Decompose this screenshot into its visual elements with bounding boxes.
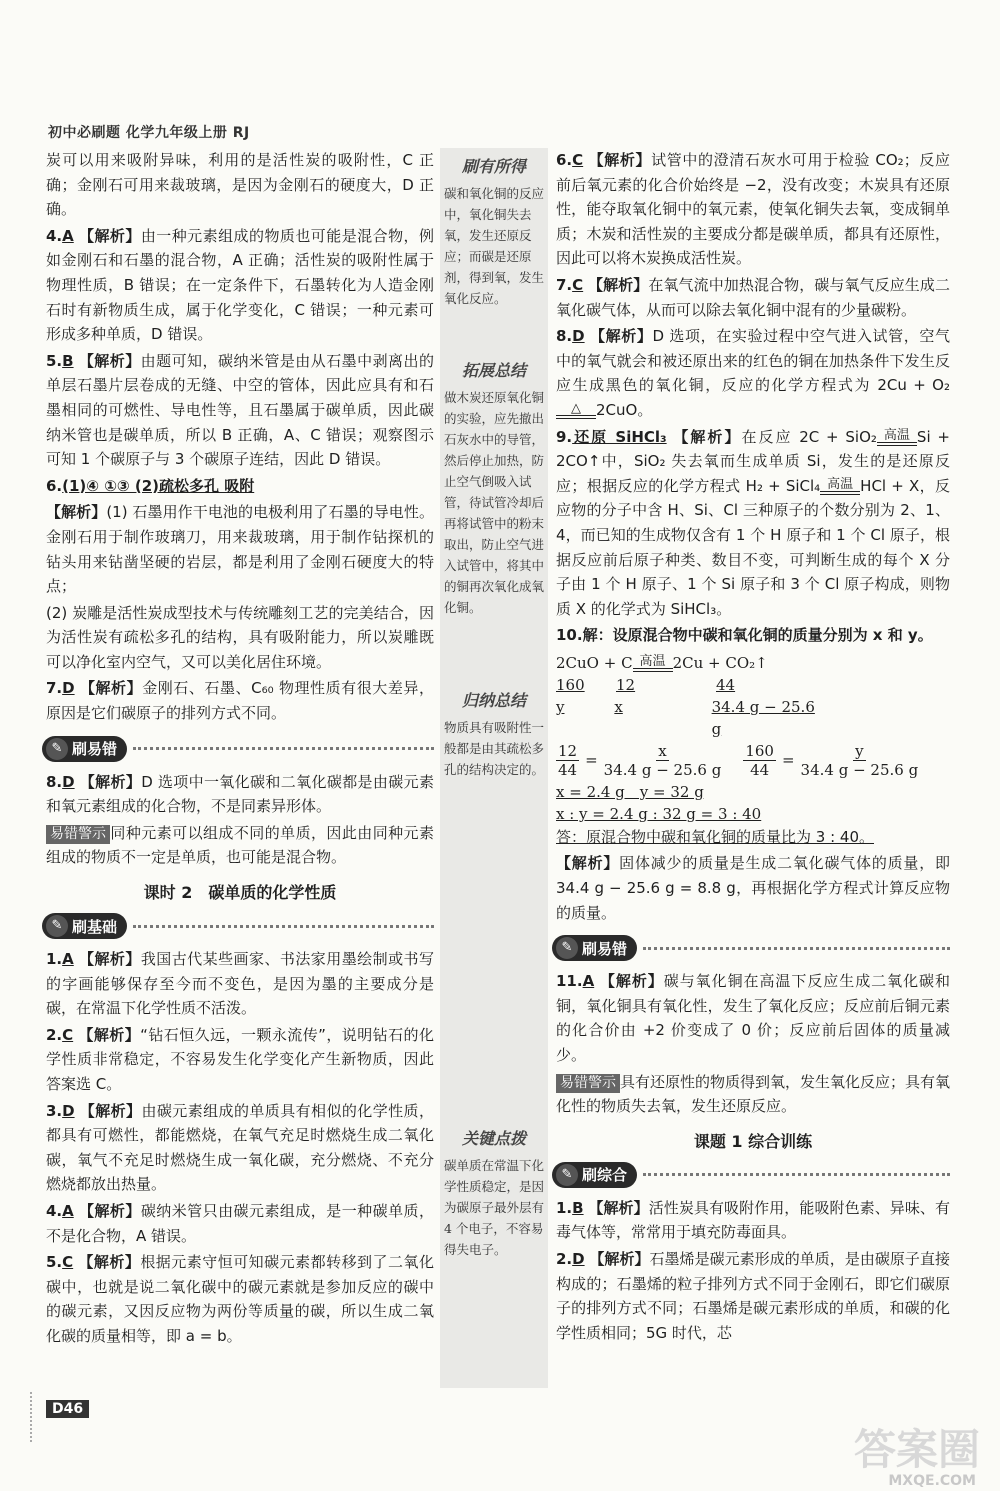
- pen-icon: ✎: [46, 738, 68, 760]
- left-column: [46, 148, 434, 1351]
- side-note-text: 碳和氧化铜的反应中，氧化铜失去氧，发生还原反应；而碳是还原剂，得到氧，发生氧化反应。: [444, 186, 545, 306]
- pen-icon: ✎: [556, 937, 578, 959]
- section-bar-mistakes: [42, 736, 434, 762]
- right-column: [556, 148, 950, 1347]
- dotted-margin-line: [30, 1392, 32, 1442]
- analysis-text: D 选项中一氧化碳和二氧化碳都是由碳元素和氧元素组成的化合物，不是同素异形体。: [46, 772, 434, 816]
- answer-letter: D: [572, 327, 585, 346]
- dotted-divider: [643, 947, 950, 950]
- fraction: [801, 742, 919, 779]
- section-label: 刷基础: [72, 917, 118, 936]
- analysis-text: 石墨烯是碳元素形成的单质，是由碳原子直接构成的；石墨烯的粒子排列方式不同于金刚石，即它们碳原子的排列方式不同；石墨烯是碳元素形成的单质，和碳的化学性质相同；5G 时代，芯: [556, 1250, 950, 1342]
- unknown-x: x: [614, 697, 623, 716]
- item-number: 7.: [556, 275, 573, 294]
- analysis-text: 碳纳米管只由碳元素组成，是一种碳单质，不是化合物，A 错误。: [46, 1201, 434, 1245]
- analysis-text: Si + 2CO↑中，SiO₂ 失去氧而生成单质 Si，发生的是还原反应；根据反应的化学方程式 H₂ + SiCl₄: [556, 427, 950, 495]
- numerator: y: [855, 741, 864, 760]
- analysis-text: 在氧气流中加热混合物，碳与氧气反应生成二氧化碳气体，从而可以除去氧化铜中混有的少量碳粉。: [556, 275, 950, 319]
- dotted-divider: [133, 925, 434, 928]
- analysis-text: 由题可知，碳纳米管是由从石墨中剥离出的单层石墨片层卷成的无缝、中空的管体，因此应具有和石墨相同的可燃性、导电性等，且石墨属于碳单质，因此碳纳米管也是碳单质，所以 B 正确，A、C 错误；观察图示可知 1 个碳原子与 3 个碳原子连结，因此 D 错误。: [46, 351, 434, 469]
- basic-item-2: [46, 1023, 434, 1097]
- mass-cuo: 160: [556, 675, 585, 694]
- answer-item-7-right: [556, 273, 950, 322]
- answer-letter: B: [572, 1198, 584, 1217]
- condition-label: △: [571, 400, 581, 416]
- section-pill: [42, 736, 127, 762]
- analysis-text: 由碳元素组成的单质具有相似的化学性质，都具有可燃性，都能燃烧，在氧气充足时燃烧生成二氧化碳，氧气不充足时燃烧生成一氧化碳，充分燃烧、不充分燃烧都放出热量。: [46, 1101, 434, 1194]
- answer-item-10-analysis: [556, 851, 950, 925]
- mistake-warning: [46, 821, 434, 870]
- item-number: 1.: [556, 1198, 573, 1217]
- item-number: 5.: [46, 1253, 63, 1272]
- proportion-row: [556, 742, 950, 779]
- answer-item-8: [46, 770, 434, 819]
- analysis-tag: 【解析】: [78, 226, 141, 245]
- analysis-tag: 【解析】: [588, 1198, 649, 1217]
- answer-item-11: [556, 969, 950, 1067]
- answer-item-6: [46, 474, 434, 499]
- analysis-text: 金刚石、石墨、C₆₀ 物理性质有很大差异，原因是它们碳原子的排列方式不同。: [46, 679, 434, 723]
- analysis-tag: 【解析】: [589, 1250, 650, 1268]
- item-number: 6.: [46, 476, 63, 495]
- denominator: 34.4 g − 25.6 g: [800, 760, 919, 779]
- equation-product: 2CuO。: [596, 400, 653, 419]
- answer-item-9: [556, 425, 950, 622]
- item-number: 3.: [46, 1101, 63, 1120]
- side-note-text: 碳单质在常温下化学性质稳定，是因为碳原子最外层有 4 个电子，不容易得失电子。: [444, 1158, 545, 1257]
- warning-badge: 易错警示: [556, 1074, 620, 1093]
- item-number: 4.: [46, 226, 63, 245]
- analysis-tag: 【解析】: [79, 1101, 142, 1120]
- section-label: 刷综合: [582, 1166, 628, 1185]
- equals-sign: =: [585, 751, 598, 770]
- side-note-gains: [440, 154, 548, 309]
- item-number: 1.: [46, 950, 63, 969]
- side-note-title: 关键点拨: [461, 1129, 526, 1148]
- reaction-condition: [556, 402, 596, 419]
- item-number: 5.: [46, 351, 63, 370]
- answer-letter: A: [62, 950, 74, 969]
- numerator: 160: [745, 741, 774, 760]
- basic-item-4: [46, 1199, 434, 1248]
- answer-item-10: [556, 623, 950, 648]
- answer-letter: C: [572, 275, 584, 294]
- watermark-logo: 答案圈: [853, 1425, 980, 1474]
- dotted-divider: [643, 1173, 950, 1176]
- answer-item-7: [46, 676, 434, 725]
- numerator: 12: [558, 741, 578, 760]
- side-note-text: 做木炭还原氧化铜的实验，应先撤出石灰水中的导管，然后停止加热，防止空气倒吸入试管，待试管冷却后再将试管中的粉末取出，防止空气进入试管中，将其中的铜再次氧化成氧化铜。: [444, 390, 545, 615]
- analysis-tag: 【解析】: [589, 327, 653, 346]
- denominator: 44: [750, 760, 770, 779]
- dotted-divider: [133, 747, 434, 750]
- answer-letter: A: [582, 972, 595, 991]
- answer-item-8-right: [556, 324, 950, 422]
- solution-values: x = 2.4 g y = 32 g: [556, 782, 704, 801]
- answer-letter: C: [62, 1025, 74, 1044]
- analysis-tag: 【解析】: [673, 427, 742, 446]
- fraction: [556, 742, 579, 779]
- item-number: 10.: [556, 626, 583, 645]
- fraction: [604, 742, 722, 779]
- warning-text: 同种元素可以组成不同的单质，因此由同种元素组成的物质不一定是单质，也可能是混合物。: [46, 823, 434, 867]
- condition-label: 高温: [639, 654, 666, 670]
- basic-item-1: [46, 947, 434, 1021]
- answer-letter: D: [62, 1101, 75, 1120]
- answer-letter: A: [62, 226, 74, 245]
- analysis-text: 碳与氧化铜在高温下反应生成二氧化碳和铜，氧化铜具有氧化性，发生了氧化反应；反应前后铜元素的化合价由 +2 价变成了 0 价；反应前后固体的质量减少。: [556, 972, 950, 1065]
- equation-reactants: 2CuO + C: [556, 653, 633, 672]
- reaction-condition: [820, 478, 860, 495]
- answer-text: 还原 SiHCl₃: [572, 427, 667, 446]
- analysis-tag: 【解析】: [588, 151, 652, 169]
- analysis-text: “钻石恒久远，一颗永流传”，说明钻石的化学性质非常稳定，不容易发生化学变化产生新物质，因此答案选 C。: [46, 1025, 434, 1093]
- answer-item-6-right: [556, 148, 950, 271]
- solution-answer: 答：原混合物中碳和氧化铜的质量比为 3 : 40。: [556, 827, 874, 846]
- watermark-url: MXQE.COM: [888, 1473, 976, 1489]
- answer-letter: B: [62, 351, 74, 370]
- analysis-text: HCl + X，反应物的分子中含 H、Si、Cl 三种原子的个数分别为 2、1、4，而已知的生成物仅含有 1 个 H 原子和 1 个 Cl 原子，根据反应前后原子种类、数目不变，可判断生成的每个 X 分子由 1 个 H 原子、1 个 Si 原子和 3 个 Cl 原子构成，则物质 X 的化学式为 SiHCl₃。: [556, 476, 950, 618]
- answer-item-6-analysis-2: (2) 炭雕是活性炭成型技术与传统雕刻工艺的完美结合，因为活性炭有疏松多孔的结构，具有吸附能力，所以炭雕既可以净化室内空气，又可以美化居住环境。: [46, 603, 434, 671]
- analysis-text: 在反应 2C + SiO₂: [741, 427, 877, 446]
- condition-label: 高温: [827, 476, 854, 492]
- equals-arrow: [820, 491, 860, 495]
- item-number: 11.: [556, 972, 583, 991]
- equals-arrow: [633, 668, 673, 672]
- lesson-title: 课时 2 碳单质的化学性质: [143, 883, 337, 903]
- section-pill: [552, 935, 637, 961]
- continued-text: 炭可以用来吸附异味，利用的是活性炭的吸附性，C 正确；金刚石可用来裁玻璃，是因为金刚石的硬度大，D 正确。: [46, 151, 434, 219]
- side-note-extension: [440, 358, 548, 618]
- item-number: 8.: [46, 772, 63, 791]
- answer-item-6-analysis-1: [46, 500, 434, 598]
- answer-text: (1)④ ①③ (2)疏松多孔 吸附: [62, 476, 255, 495]
- analysis-tag: 【解析】: [78, 1253, 141, 1272]
- section-bar-comprehensive: [552, 1162, 950, 1188]
- answer-letter: C: [62, 1253, 74, 1272]
- item-number: 2.: [46, 1025, 63, 1044]
- mistake-warning-right: [556, 1070, 950, 1119]
- analysis-tag: 【解析】: [78, 950, 141, 969]
- chemical-equation: [556, 652, 950, 674]
- analysis-tag: 【解析】: [78, 351, 141, 370]
- mass-co2: 44: [716, 675, 736, 694]
- analysis-text: 我国古代某些画家、书法家用墨绘制或书写的字画能够保存至今而不变色，是因为墨的主要成分是碳，在常温下化学性质不活泼。: [46, 950, 434, 1018]
- answer-letter: D: [572, 1250, 585, 1268]
- side-note-text: 物质具有吸附性一般都是由其疏松多孔的结构决定的。: [444, 720, 545, 777]
- reaction-condition: [877, 429, 917, 446]
- analysis-tag: 【解析】: [79, 679, 143, 698]
- mass-c: 12: [616, 675, 636, 694]
- section-label: 刷易错: [72, 740, 118, 759]
- warning-text: 具有还原性的物质得到氧，发生氧化反应；具有氧化性的物质失去氧，发生还原反应。: [556, 1072, 951, 1116]
- equals-arrow: [556, 415, 596, 419]
- denominator: 44: [558, 760, 578, 779]
- analysis-tag: 【解析】: [78, 1025, 141, 1044]
- analysis-tag: 【解析】: [78, 1201, 141, 1220]
- comprehensive-item-1: [556, 1196, 950, 1245]
- analysis-tag: 【解析】: [556, 854, 620, 873]
- side-note-title: 刷有所得: [461, 157, 526, 176]
- analysis-text: 由一种元素组成的物质也可能是混合物，例如金刚石和石墨的混合物，A 正确；活性炭的吸附性属于物理性质，B 错误；在一定条件下，石墨转化为人造金刚石时有新物质生成，属于化学变化，C 错误；一种元素可形成多种单质，D 错误。: [46, 226, 434, 344]
- co2-mass: 34.4 g − 25.6 g: [711, 697, 815, 738]
- analysis-tag: 【解析】: [79, 772, 142, 791]
- analysis-text: 活性炭具有吸附作用，能吸附色素、异味、有毒气体等，常常用于填充防毒面具。: [556, 1198, 950, 1242]
- analysis-tag: 【解析】: [588, 275, 649, 294]
- basic-item-5: [46, 1250, 434, 1348]
- page-header: 初中必刷题 化学九年级上册 RJ: [48, 125, 250, 141]
- item-number: 6.: [556, 151, 573, 169]
- solution-intro: 解：设原混合物中碳和氧化铜的质量分别为 x 和 y。: [582, 626, 933, 645]
- side-note-title: 归纳总结: [461, 691, 526, 710]
- answer-item-4: [46, 224, 434, 347]
- side-note-key-point: [440, 1126, 548, 1260]
- analysis-text: 根据元素守恒可知碳元素都转移到了二氧化碳中，也就是说二氧化碳中的碳元素就是参加反应的碳中的碳元素，又因反应物为两份等质量的碳，所以生成二氧化碳的质量相等，即 a = b。: [46, 1253, 434, 1345]
- answer-letter: D: [62, 679, 75, 698]
- equals-arrow: [877, 442, 917, 446]
- unknown-y: y: [556, 697, 565, 716]
- warning-badge: 易错警示: [46, 825, 110, 844]
- comprehensive-item-2: [556, 1247, 950, 1345]
- analysis-text: 固体减少的质量是生成二氧化碳气体的质量，即 34.4 g − 25.6 g = 8.8 g，再根据化学方程式计算反应物的质量。: [556, 854, 950, 922]
- analysis-text: 试管中的澄清石灰水可用于检验 CO₂；反应前后氧元素的化合价始终是 −2，没有改变；木炭具有还原性，能夺取氧化铜中的氧元素，使氧化铜失去氧，变成铜单质；木炭和活性炭的主要成分都是碳单质，都具有还原性，因此可以将木炭换成活性炭。: [556, 151, 950, 268]
- solution-ratio: x : y = 2.4 g : 32 g = 3 : 40: [556, 804, 762, 823]
- side-notes-column: [440, 148, 548, 1388]
- page-number: D46: [46, 1400, 89, 1418]
- fraction: [743, 742, 776, 779]
- section-pill: [42, 913, 127, 939]
- basic-item-3: [46, 1099, 434, 1197]
- answer-item-5: [46, 349, 434, 472]
- pen-icon: ✎: [46, 915, 68, 937]
- pen-icon: ✎: [556, 1164, 578, 1186]
- answer-letter: A: [62, 1201, 74, 1220]
- section-bar-mistakes-right: [552, 935, 950, 961]
- side-note-title: 拓展总结: [461, 361, 526, 380]
- answer-letter: C: [572, 151, 584, 169]
- section-bar-basics: [42, 913, 434, 939]
- item-number: 8.: [556, 327, 573, 346]
- analysis-tag: 【解析】: [599, 972, 664, 991]
- numerator: x: [658, 741, 667, 760]
- denominator: 34.4 g − 25.6 g: [603, 760, 722, 779]
- analysis-text: (1) 石墨用作干电池的电极利用了石墨的导电性。金刚石用于制作玻璃刀，用来裁玻璃，用于制作钻探机的钻头用来钻凿坚硬的岩层，都是利用了金刚石硬度大的特点；: [46, 503, 434, 596]
- equals-sign: =: [781, 751, 795, 770]
- item-number: 9.: [556, 427, 573, 446]
- condition-label: 高温: [883, 427, 910, 443]
- lesson-title-right: 课题 1 综合训练: [693, 1131, 813, 1151]
- section-pill: [552, 1162, 637, 1188]
- item-number: 7.: [46, 679, 63, 698]
- equation-products: 2Cu + CO₂↑: [672, 653, 768, 672]
- analysis-text: D 选项，在实验过程中空气进入试管，空气中的氧气就会和被还原出来的红色的铜在加热条件下发生反应生成黑色的氧化铜，反应的化学方程式为 2Cu + O₂: [556, 327, 950, 395]
- item-number: 4.: [46, 1201, 63, 1220]
- side-note-summary: [440, 688, 548, 780]
- reaction-condition: [633, 655, 673, 672]
- answer-letter: D: [62, 772, 75, 791]
- section-label: 刷易错: [582, 939, 628, 958]
- unknown-row: [556, 696, 826, 740]
- molar-mass-row: [556, 674, 806, 696]
- analysis-tag: 【解析】: [46, 503, 107, 522]
- item-number: 2.: [556, 1250, 573, 1268]
